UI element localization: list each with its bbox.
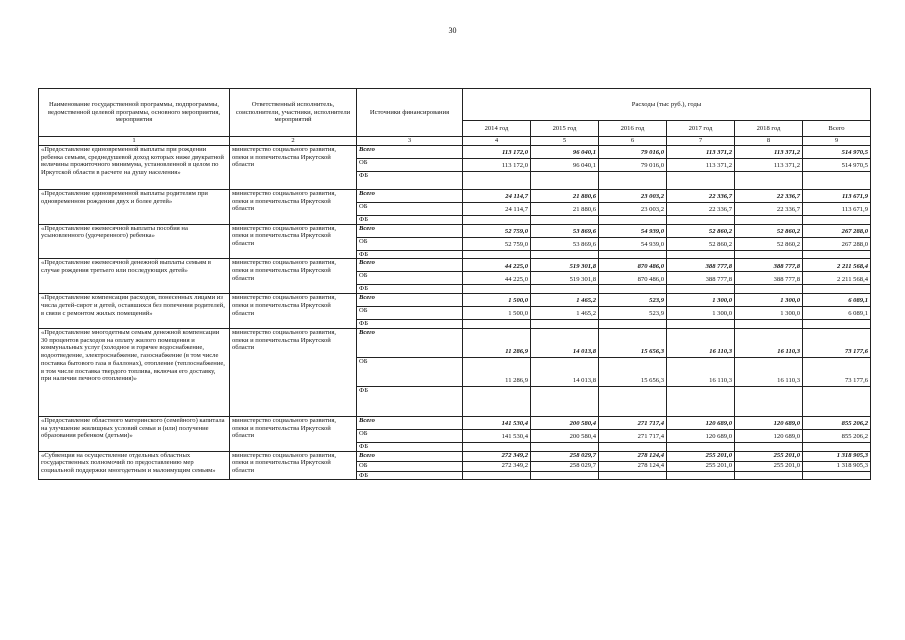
header-responsible: Ответственный исполнитель, соисполнители, участники, исполнители мероприятий — [230, 89, 357, 137]
program-name: «Субвенция на осуществление отдельных областных государственных полномочий по предоставлению мер социальной поддержки многодетным и малоимущим семьям» — [39, 451, 230, 480]
source-ob-label: ОБ — [357, 429, 463, 442]
fb-value — [735, 171, 803, 189]
ob-value: 255 201,0 — [667, 461, 735, 471]
total-value: 388 777,8 — [667, 259, 735, 272]
ob-value: 52 759,0 — [463, 237, 531, 250]
total-value: 113 671,9 — [803, 189, 871, 202]
ob-value: 388 777,8 — [667, 272, 735, 285]
ob-value: 53 869,6 — [531, 237, 599, 250]
ob-value: 255 201,0 — [735, 461, 803, 471]
total-value: 52 860,2 — [667, 224, 735, 237]
source-total-label: Всего — [357, 451, 463, 461]
ob-value: 11 286,9 — [463, 357, 531, 386]
source-fb-label: ФБ — [357, 320, 463, 329]
header-year: 2018 год — [735, 121, 803, 137]
total-value: 141 530,4 — [463, 416, 531, 429]
total-value: 15 656,3 — [599, 328, 667, 357]
fb-value — [463, 442, 531, 451]
fb-value — [735, 386, 803, 416]
ob-value: 14 013,8 — [531, 357, 599, 386]
source-total-label: Всего — [357, 328, 463, 357]
fb-value — [531, 215, 599, 224]
source-total-label: Всего — [357, 224, 463, 237]
fb-value — [599, 171, 667, 189]
fb-value — [803, 320, 871, 329]
ob-value: 258 029,7 — [531, 461, 599, 471]
fb-value — [463, 171, 531, 189]
responsible-executor: министерство социального развития, опеки и попечительства Иркутской области — [230, 294, 357, 329]
program-name: «Предоставление ежемесячной выплаты пособия на усыновленного (удочеренного) ребенка» — [39, 224, 230, 259]
ob-value: 22 336,7 — [735, 202, 803, 215]
ob-value: 267 288,0 — [803, 237, 871, 250]
total-value: 113 172,0 — [463, 145, 531, 158]
header-row-1 — [39, 89, 871, 121]
total-value: 523,9 — [599, 294, 667, 307]
header-year-total: Всего — [803, 121, 871, 137]
table-row — [39, 224, 871, 237]
total-value: 22 336,7 — [667, 189, 735, 202]
total-value: 44 225,0 — [463, 259, 531, 272]
ob-value: 271 717,4 — [599, 429, 667, 442]
fb-value — [667, 320, 735, 329]
ob-value: 1 318 905,3 — [803, 461, 871, 471]
ob-value: 388 777,8 — [735, 272, 803, 285]
ob-value: 120 689,0 — [667, 429, 735, 442]
source-fb-label: ФБ — [357, 285, 463, 294]
total-value: 21 880,6 — [531, 189, 599, 202]
header-expenses: Расходы (тыс руб.), годы — [463, 89, 871, 121]
table-row — [39, 451, 871, 461]
fb-value — [667, 250, 735, 259]
source-total-label: Всего — [357, 145, 463, 158]
fb-value — [667, 471, 735, 480]
fb-value — [803, 386, 871, 416]
fb-value — [599, 215, 667, 224]
responsible-executor: министерство социального развития, опеки и попечительства Иркутской области — [230, 416, 357, 451]
fb-value — [531, 386, 599, 416]
total-value: 267 288,0 — [803, 224, 871, 237]
source-total-label: Всего — [357, 189, 463, 202]
fb-value — [803, 442, 871, 451]
ob-value: 23 003,2 — [599, 202, 667, 215]
header-year: 2014 год — [463, 121, 531, 137]
total-value: 271 717,4 — [599, 416, 667, 429]
ob-value: 519 301,8 — [531, 272, 599, 285]
fb-value — [735, 442, 803, 451]
column-number: 1 — [39, 137, 230, 146]
total-value: 258 029,7 — [531, 451, 599, 461]
fb-value — [463, 215, 531, 224]
source-fb-label: ФБ — [357, 171, 463, 189]
total-value: 22 336,7 — [735, 189, 803, 202]
fb-value — [667, 386, 735, 416]
fb-value — [667, 285, 735, 294]
column-number: 7 — [667, 137, 735, 146]
fb-value — [803, 471, 871, 480]
total-value: 278 124,4 — [599, 451, 667, 461]
source-fb-label: ФБ — [357, 250, 463, 259]
fb-value — [803, 215, 871, 224]
total-value: 16 110,3 — [667, 328, 735, 357]
column-numbers-row — [39, 137, 871, 146]
responsible-executor: министерство социального развития, опеки и попечительства Иркутской области — [230, 259, 357, 294]
column-number: 5 — [531, 137, 599, 146]
total-value: 52 860,2 — [735, 224, 803, 237]
fb-value — [531, 320, 599, 329]
total-value: 2 211 568,4 — [803, 259, 871, 272]
total-value: 272 349,2 — [463, 451, 531, 461]
total-value: 855 206,2 — [803, 416, 871, 429]
total-value: 519 301,8 — [531, 259, 599, 272]
table-row — [39, 145, 871, 158]
source-ob-label: ОБ — [357, 237, 463, 250]
total-value: 11 286,9 — [463, 328, 531, 357]
fb-value — [531, 250, 599, 259]
source-fb-label: ФБ — [357, 386, 463, 416]
header-year: 2016 год — [599, 121, 667, 137]
ob-value: 52 860,2 — [667, 237, 735, 250]
source-ob-label: ОБ — [357, 158, 463, 171]
total-value: 79 016,0 — [599, 145, 667, 158]
source-ob-label: ОБ — [357, 272, 463, 285]
column-number: 3 — [357, 137, 463, 146]
ob-value: 16 110,3 — [735, 357, 803, 386]
header-program: Наименование государственной программы, подпрограммы, ведомственной целевой программы, основного мероприятия, мероприятия — [39, 89, 230, 137]
fb-value — [463, 471, 531, 480]
column-number: 8 — [735, 137, 803, 146]
total-value: 96 040,1 — [531, 145, 599, 158]
ob-value: 1 300,0 — [735, 307, 803, 320]
source-fb-label: ФБ — [357, 471, 463, 480]
source-total-label: Всего — [357, 294, 463, 307]
fb-value — [599, 285, 667, 294]
total-value: 388 777,8 — [735, 259, 803, 272]
total-value: 1 318 905,3 — [803, 451, 871, 461]
fb-value — [735, 285, 803, 294]
program-name: «Предоставление единовременной выплаты при рождении ребенка семьям, среднедушевой доход которых ниже двукратной величины прожиточного минимума, установленной в целом по Иркутской области в расчете на душу населения» — [39, 145, 230, 189]
ob-value: 15 656,3 — [599, 357, 667, 386]
header-year: 2015 год — [531, 121, 599, 137]
source-total-label: Всего — [357, 416, 463, 429]
ob-value: 113 371,2 — [667, 158, 735, 171]
responsible-executor: министерство социального развития, опеки и попечительства Иркутской области — [230, 224, 357, 259]
table-row — [39, 259, 871, 272]
fb-value — [803, 285, 871, 294]
fb-value — [463, 285, 531, 294]
ob-value: 1 500,0 — [463, 307, 531, 320]
ob-value: 1 465,2 — [531, 307, 599, 320]
total-value: 14 013,8 — [531, 328, 599, 357]
total-value: 1 500,0 — [463, 294, 531, 307]
program-name: «Предоставление областного материнского (семейного) капитала на улучшение жилищных условий семьи и (или) получение образования ребенком (детьми)» — [39, 416, 230, 451]
ob-value: 54 939,0 — [599, 237, 667, 250]
fb-value — [735, 215, 803, 224]
fb-value — [735, 320, 803, 329]
ob-value: 24 114,7 — [463, 202, 531, 215]
ob-value: 272 349,2 — [463, 461, 531, 471]
fb-value — [463, 320, 531, 329]
table-row — [39, 328, 871, 357]
fb-value — [735, 471, 803, 480]
fb-value — [803, 171, 871, 189]
program-name: «Предоставление многодетным семьям денежной компенсации 30 процентов расходов на оплату жилого помещения и коммунальных услуг (холодное и горячее водоснабжение, водоотведение, электроснабжение, газоснабжение (в том числе поставка бытового газа в баллонах), отопление (теплоснабжение, в том числе поставка твердого топлива, включая его доставку, при наличии печного отопления)» — [39, 328, 230, 416]
fb-value — [531, 171, 599, 189]
column-number: 2 — [230, 137, 357, 146]
ob-value: 113 671,9 — [803, 202, 871, 215]
total-value: 53 869,6 — [531, 224, 599, 237]
fb-value — [531, 471, 599, 480]
ob-value: 514 970,5 — [803, 158, 871, 171]
fb-value — [531, 285, 599, 294]
total-value: 200 580,4 — [531, 416, 599, 429]
ob-value: 22 336,7 — [667, 202, 735, 215]
total-value: 6 089,1 — [803, 294, 871, 307]
source-fb-label: ФБ — [357, 215, 463, 224]
ob-value: 523,9 — [599, 307, 667, 320]
ob-value: 6 089,1 — [803, 307, 871, 320]
fb-value — [667, 215, 735, 224]
source-ob-label: ОБ — [357, 202, 463, 215]
expenses-table — [38, 88, 871, 480]
total-value: 73 177,6 — [803, 328, 871, 357]
ob-value: 21 880,6 — [531, 202, 599, 215]
program-name: «Предоставление единовременной выплаты родителям при одновременном рождении двух и более детей» — [39, 189, 230, 224]
fb-value — [667, 171, 735, 189]
ob-value: 855 206,2 — [803, 429, 871, 442]
column-number: 6 — [599, 137, 667, 146]
total-value: 113 371,2 — [667, 145, 735, 158]
ob-value: 79 016,0 — [599, 158, 667, 171]
responsible-executor: министерство социального развития, опеки и попечительства Иркутской области — [230, 328, 357, 416]
total-value: 255 201,0 — [667, 451, 735, 461]
table-row — [39, 294, 871, 307]
total-value: 54 939,0 — [599, 224, 667, 237]
ob-value: 52 860,2 — [735, 237, 803, 250]
ob-value: 120 689,0 — [735, 429, 803, 442]
header-year: 2017 год — [667, 121, 735, 137]
total-value: 514 970,5 — [803, 145, 871, 158]
total-value: 52 759,0 — [463, 224, 531, 237]
total-value: 113 371,2 — [735, 145, 803, 158]
ob-value: 113 172,0 — [463, 158, 531, 171]
ob-value: 73 177,6 — [803, 357, 871, 386]
total-value: 870 486,0 — [599, 259, 667, 272]
total-value: 120 689,0 — [667, 416, 735, 429]
total-value: 24 114,7 — [463, 189, 531, 202]
ob-value: 16 110,3 — [667, 357, 735, 386]
page-number: 30 — [448, 26, 457, 35]
fb-value — [463, 386, 531, 416]
column-number: 4 — [463, 137, 531, 146]
source-total-label: Всего — [357, 259, 463, 272]
program-name: «Предоставление ежемесячной денежной выплаты семьям в случае рождения третьего или последующих детей» — [39, 259, 230, 294]
fb-value — [531, 442, 599, 451]
fb-value — [599, 471, 667, 480]
source-ob-label: ОБ — [357, 307, 463, 320]
total-value: 1 300,0 — [735, 294, 803, 307]
column-number: 9 — [803, 137, 871, 146]
total-value: 120 689,0 — [735, 416, 803, 429]
table-row — [39, 416, 871, 429]
fb-value — [803, 250, 871, 259]
ob-value: 278 124,4 — [599, 461, 667, 471]
total-value: 23 003,2 — [599, 189, 667, 202]
total-value: 1 465,2 — [531, 294, 599, 307]
fb-value — [599, 250, 667, 259]
total-value: 1 300,0 — [667, 294, 735, 307]
ob-value: 141 530,4 — [463, 429, 531, 442]
fb-value — [667, 442, 735, 451]
total-value: 16 110,3 — [735, 328, 803, 357]
fb-value — [599, 386, 667, 416]
responsible-executor: министерство социального развития, опеки и попечительства Иркутской области — [230, 451, 357, 480]
ob-value: 2 211 568,4 — [803, 272, 871, 285]
ob-value: 113 371,2 — [735, 158, 803, 171]
ob-value: 200 580,4 — [531, 429, 599, 442]
source-ob-label: ОБ — [357, 461, 463, 471]
ob-value: 870 486,0 — [599, 272, 667, 285]
source-ob-label: ОБ — [357, 357, 463, 386]
responsible-executor: министерство социального развития, опеки и попечительства Иркутской области — [230, 189, 357, 224]
fb-value — [735, 250, 803, 259]
table-row — [39, 189, 871, 202]
ob-value: 44 225,0 — [463, 272, 531, 285]
responsible-executor: министерство социального развития, опеки и попечительства Иркутской области — [230, 145, 357, 189]
ob-value: 96 040,1 — [531, 158, 599, 171]
ob-value: 1 300,0 — [667, 307, 735, 320]
total-value: 255 201,0 — [735, 451, 803, 461]
table-body — [39, 145, 871, 480]
source-fb-label: ФБ — [357, 442, 463, 451]
fb-value — [599, 442, 667, 451]
fb-value — [463, 250, 531, 259]
header-sources: Источники финансирования — [357, 89, 463, 137]
fb-value — [599, 320, 667, 329]
program-name: «Предоставление компенсации расходов, понесенных лицами из числа детей-сирот и детей, оставшихся без попечения родителей, в связи с ремонтом жилых помещений» — [39, 294, 230, 329]
